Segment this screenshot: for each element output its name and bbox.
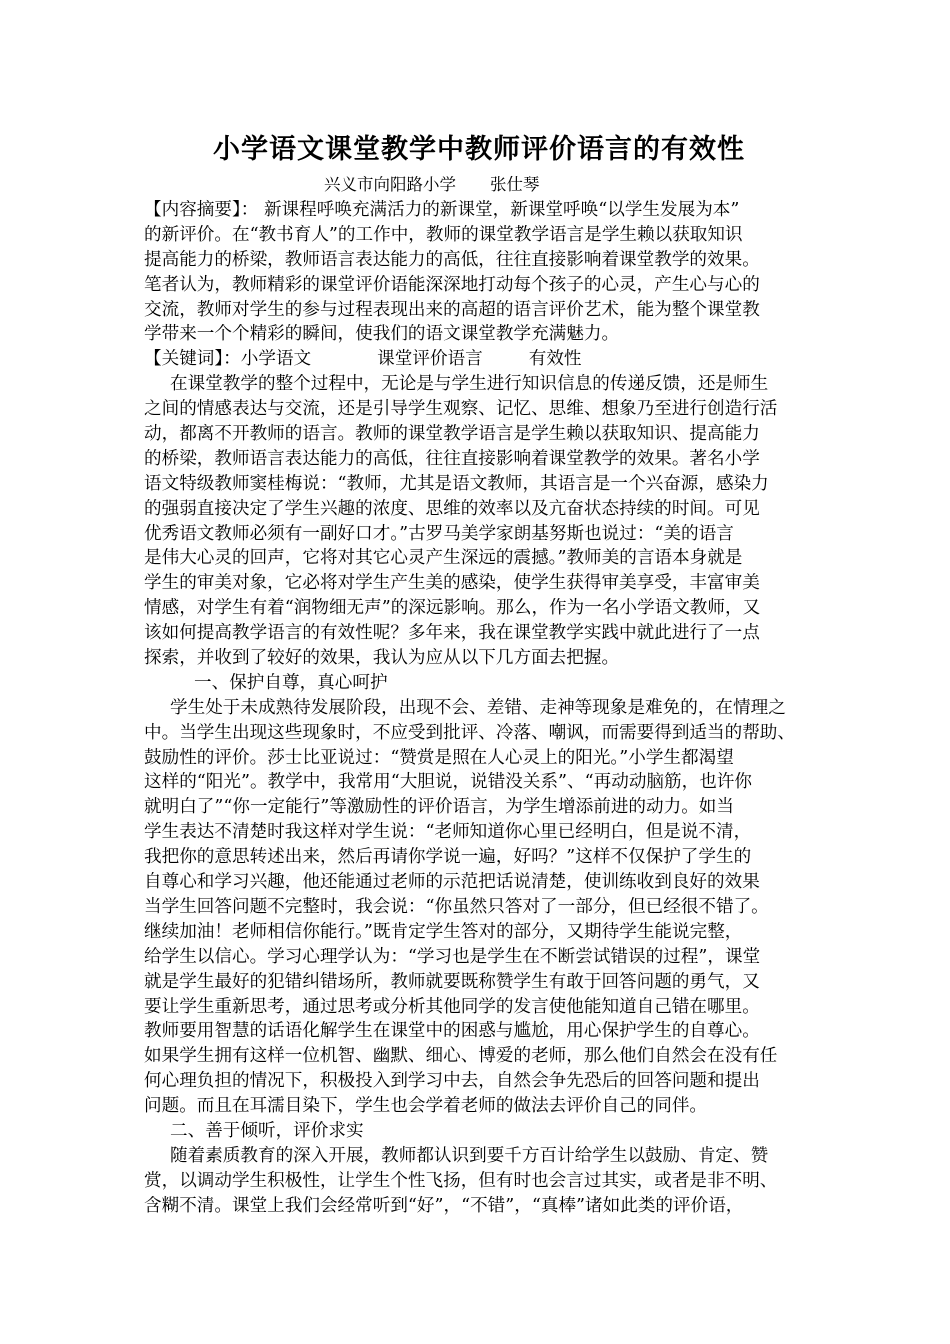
section1-line: 要让学生重新思考，通过思考或分析其他同学的发言使他能知道自己错在哪里。 [144,996,760,1017]
section1-line: 我把你的意思转述出来，然后再请你学说一遍，好吗？”这样不仅保护了学生的 [144,847,752,868]
abstract-label: 【内容摘要】： [144,200,259,220]
intro-line: 动，都离不开教师的语言。教师的课堂教学语言是学生赖以获取知识、提高能力 [144,424,760,445]
abstract-line: 提高能力的桥梁，教师语言表达能力的高低，往往直接影响着课堂教学的效果。 [144,249,760,270]
school-name: 兴义市向阳路小学 [324,175,456,194]
intro-line: 学生的审美对象，它必将对学生产生美的感染，使学生获得审美享受，丰富审美 [144,573,760,594]
section1-line: 问题。而且在耳濡目染下，学生也会学着老师的做法去评价自己的同伴。 [144,1096,708,1117]
section1-line: 这样的“阳光”。教学中，我常用“大胆说，说错没关系”、“再动动脑筋，也许你 [144,772,752,793]
intro-line: 情感，对学生有着“润物细无声”的深远影响。那么，作为一名小学语文教师，又 [144,598,761,619]
intro-line: 之间的情感表达与交流，还是引导学生观察、记忆、思维、想象乃至进行创造行活 [144,399,778,420]
author-name: 张仕琴 [490,175,540,194]
document-title: 小学语文课堂教学中教师评价语言的有效性 [213,134,745,165]
section1-line: 学生处于未成熟待发展阶段，出现不会、差错、走神等现象是难免的，在情理之 [170,697,786,718]
document-body [144,198,814,1219]
section1-line: 学生表达不清楚时我这样对学生说：“老师知道你心里已经明白，但是说不清， [144,822,752,843]
abstract-line: 新课程呼唤充满活力的新课堂，新课堂呼唤“以学生发展为本” [258,200,740,220]
section-heading-1: 一、保护自尊，真心呵护 [194,672,388,693]
document-page [144,128,814,1219]
abstract-line: 笔者认为，教师精彩的课堂评价语能深深地打动每个孩子的心灵，产生心与心的 [144,274,760,295]
section2-line: 赏，以调动学生积极性，让学生个性飞扬，但有时也会言过其实，或者是非不明、 [144,1170,778,1191]
section1-line: 给学生以信心。学习心理学认为：“学习也是学生在不断尝试错误的过程”，课堂 [144,946,761,967]
intro-line: 是伟大心灵的回声，它将对其它心灵产生深远的震撼。”教师美的言语本身就是 [144,548,743,569]
intro-line: 优秀语文教师必须有一副好口才。”古罗马美学家朗基努斯也说过：“美的语言 [144,523,734,544]
intro-line: 的强弱直接决定了学生兴趣的浓度、思维的效率以及亢奋状态持续的时间。可见 [144,498,760,519]
section1-line: 中。当学生出现这些现象时，不应受到批评、冷落、嘲讽，而需要得到适当的帮助、 [144,722,795,743]
section1-line: 自尊心和学习兴趣，他还能通过老师的示范把话说清楚，使训练收到良好的效果 [144,872,760,893]
section1-line: 教师要用智慧的话语化解学生在课堂中的困惑与尴尬，用心保护学生的自尊心。 [144,1021,760,1042]
keyword: 课堂评价语言 [377,349,483,370]
intro-line: 语文特级教师窦桂梅说：“教师，尤其是语文教师，其语言是一个兴奋源，感染力 [144,473,769,494]
section1-line: 继续加油！老师相信你能行。”既肯定学生答对的部分，又期待学生能说完整， [144,921,743,942]
section1-line: 就明白了”“你一定能行”等激励性的评价语言，为学生增添前进的动力。如当 [144,797,734,818]
abstract-line: 的新评价。在“教书育人”的工作中，教师的课堂教学语言是学生赖以获取知识 [144,224,743,245]
abstract-line: 交流，教师对学生的参与过程表现出来的高超的语言评价艺术，能为整个课堂教 [144,299,760,320]
section1-line: 鼓励性的评价。莎士比亚说过：“赞赏是照在人心灵上的阳光。”小学生都渴望 [144,747,734,768]
intro-line: 该如何提高教学语言的有效性呢？多年来，我在课堂教学实践中就此进行了一点 [144,623,760,644]
section2-line: 随着素质教育的深入开展，教师都认识到要千方百计给学生以鼓励、肯定、赞 [170,1145,769,1166]
intro-line: 在课堂教学的整个过程中，无论是与学生进行知识信息的传递反馈，还是师生 [170,374,769,395]
section2-line: 含糊不清。课堂上我们会经常听到“好”，“不错”，“真棒”诸如此类的评价语， [144,1195,744,1216]
keyword: 小学语文 [240,349,312,370]
abstract-first-line [144,198,814,223]
keyword: 有效性 [528,349,582,370]
section1-line: 何心理负担的情况下，积极投入到学习中去，自然会争先恐后的回答问题和提出 [144,1071,760,1092]
section1-line: 当学生回答问题不完整时，我会说：“你虽然只答对了一部分，但已经很不错了。 [144,896,769,917]
intro-line: 的桥梁，教师语言表达能力的高低，往往直接影响着课堂教学的效果。著名小学 [144,448,760,469]
section-heading-2: 二、善于倾听，评价求实 [170,1120,364,1141]
byline [144,172,814,198]
keywords-line [144,347,814,372]
intro-line: 探索，并收到了较好的效果，我认为应从以下几方面去把握。 [144,648,620,669]
section1-line: 如果学生拥有这样一位机智、幽默、细心、博爱的老师，那么他们自然会在没有任 [144,1046,778,1067]
abstract-line: 学带来一个个精彩的瞬间，使我们的语文课堂教学充满魅力。 [144,324,620,345]
keywords-label: 【关键词】： [144,349,241,370]
section1-line: 就是学生最好的犯错纠错场所，教师就要既称赞学生有敢于回答问题的勇气，又 [144,971,760,992]
